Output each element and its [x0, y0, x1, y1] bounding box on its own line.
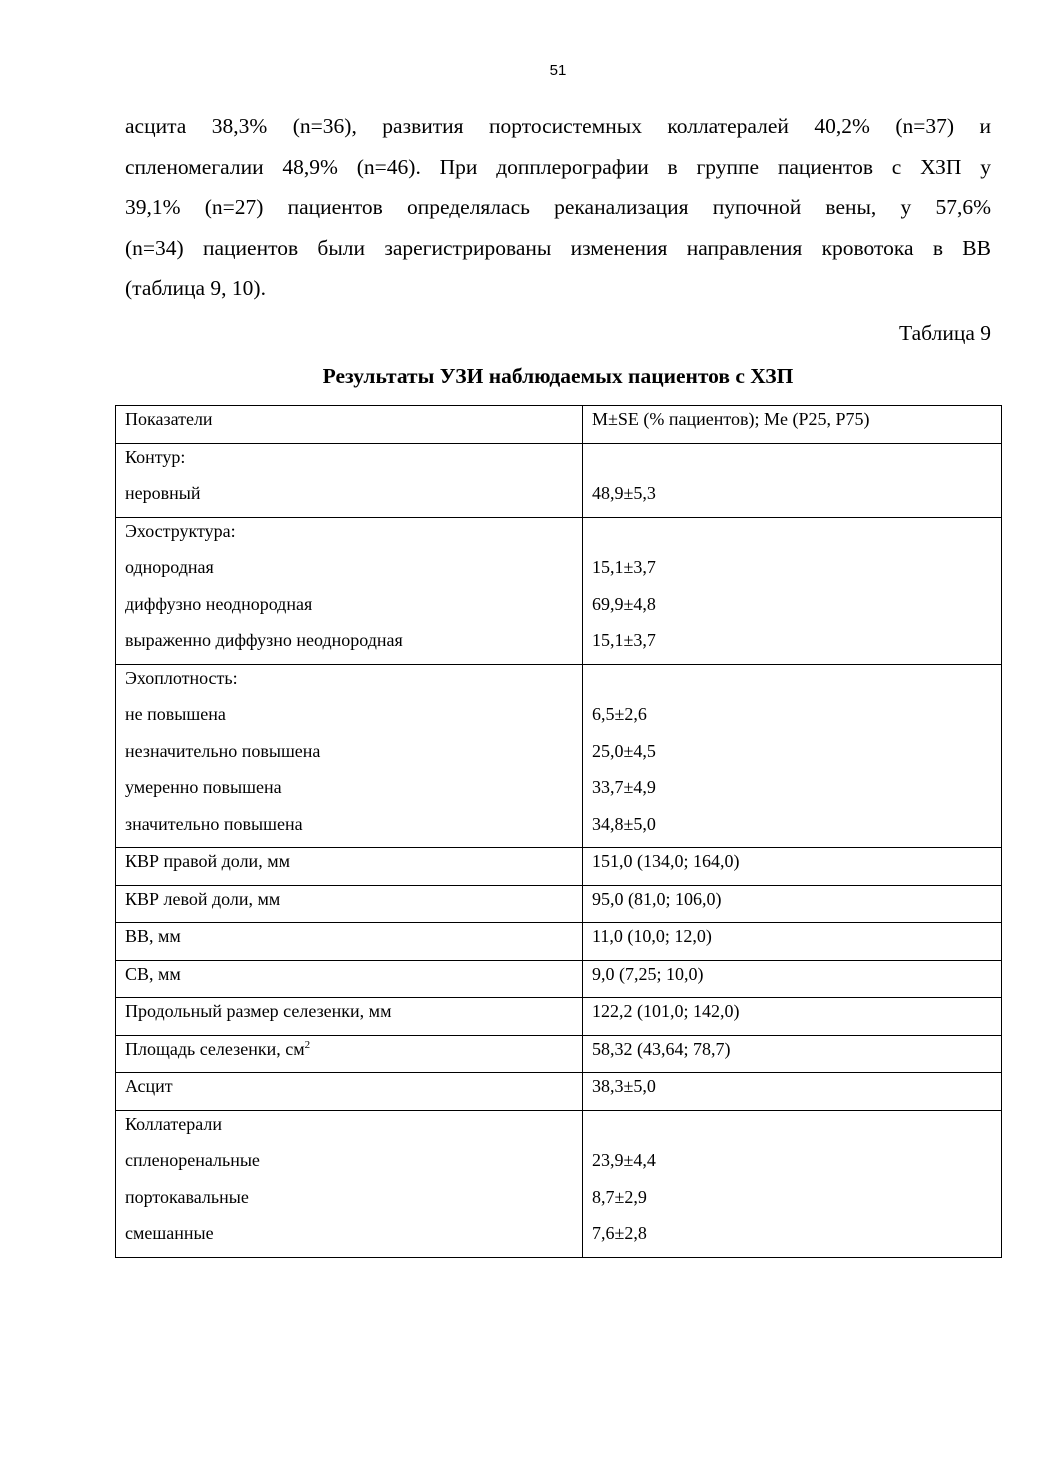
value-text: 151,0 (134,0; 164,0): [592, 851, 740, 871]
indicator-text: КВР правой доли, мм: [125, 851, 290, 871]
table-row: [116, 664, 1002, 848]
indicator-text: Эхоплотность:: [125, 667, 238, 688]
value-cell: [583, 960, 1002, 998]
value-text: 58,32 (43,64; 78,7): [592, 1038, 731, 1059]
value-cell: [583, 1073, 1002, 1111]
body-paragraph: [125, 106, 991, 309]
value-cell: [583, 923, 1002, 961]
indicator-text: Коллатерали: [125, 1113, 222, 1134]
indicator-text: Асцит: [125, 1076, 173, 1096]
indicator-text: выраженно диффузно неоднородная: [125, 630, 403, 650]
value-text: [592, 518, 992, 555]
indicator-cell: [116, 923, 583, 961]
table-label: Таблица 9: [899, 321, 991, 345]
value-text: 9,0 (7,25; 10,0): [592, 963, 704, 984]
value-text: 38,3±5,0: [592, 1076, 656, 1096]
value-cell: [583, 443, 1002, 517]
header-text: Показатели: [125, 409, 213, 429]
indicator-label: Площадь селезенки, см: [125, 1038, 305, 1059]
table-row: [116, 885, 1002, 923]
table-header-row: [116, 406, 1002, 444]
results-table: [115, 405, 1002, 1258]
indicator-cell: [116, 960, 583, 998]
value-cell: [583, 1035, 1002, 1073]
table-row: [116, 998, 1002, 1036]
header-cell-value: [583, 406, 1002, 444]
indicator-text: СВ, мм: [125, 963, 181, 984]
indicator-cell: [116, 1073, 583, 1111]
paragraph-line: спленомегалии 48,9% (n=46). При допплерографии в группе пациентов с ХЗП у: [125, 154, 991, 179]
value-cell: [583, 848, 1002, 886]
header-cell-indicator: [116, 406, 583, 444]
indicator-cell: [116, 998, 583, 1036]
indicator-text: Контур:: [125, 446, 186, 467]
value-text: 15,1±3,7: [592, 557, 656, 577]
indicator-cell: [116, 885, 583, 923]
value-text: [592, 665, 992, 702]
indicator-text: Эхоструктура:: [125, 520, 236, 541]
indicator-cell: [116, 1035, 583, 1073]
indicator-cell: [116, 848, 583, 886]
value-text: 8,7±2,9: [592, 1186, 647, 1207]
indicator-text: умеренно повышена: [125, 777, 282, 797]
indicator-text: значительно повышена: [125, 813, 303, 834]
page-number: 51: [549, 62, 567, 79]
value-cell: [583, 998, 1002, 1036]
indicator-text: портокавальные: [125, 1186, 249, 1207]
table-row: [116, 848, 1002, 886]
value-cell: [583, 885, 1002, 923]
value-cell: [583, 664, 1002, 848]
value-text: 7,6±2,8: [592, 1223, 647, 1243]
paragraph-line: 39,1% (n=27) пациентов определялась реканализация пупочной вены, у 57,6%: [125, 195, 991, 219]
value-text: 69,9±4,8: [592, 593, 656, 614]
indicator-text: КВР левой доли, мм: [125, 888, 281, 909]
value-cell: [583, 1110, 1002, 1257]
indicator-text: однородная: [125, 557, 214, 577]
indicator-text: диффузно неоднородная: [125, 593, 313, 614]
value-text: 15,1±3,7: [592, 630, 656, 650]
indicator-text: не повышена: [125, 704, 226, 724]
indicator-text: неровный: [125, 483, 201, 503]
value-text: 6,5±2,6: [592, 704, 647, 724]
indicator-text: Продольный размер селезенки, мм: [125, 1001, 392, 1021]
indicator-text: ВВ, мм: [125, 926, 181, 946]
paragraph-line: (n=34) пациентов были зарегистрированы изменения направления кровотока в ВВ: [125, 235, 991, 260]
value-text: 95,0 (81,0; 106,0): [592, 888, 722, 909]
superscript: 2: [304, 1038, 311, 1051]
value-text: [592, 444, 992, 481]
value-text: [592, 1111, 992, 1148]
indicator-cell: [116, 664, 583, 848]
indicator-text: [125, 1036, 573, 1073]
value-text: 11,0 (10,0; 12,0): [592, 926, 712, 946]
table-row: [116, 517, 1002, 664]
value-text: 33,7±4,9: [592, 777, 656, 797]
value-text: 34,8±5,0: [592, 813, 656, 834]
table-body: [116, 406, 1002, 1258]
table-title: Результаты УЗИ наблюдаемых пациентов с ХЗП: [322, 364, 794, 388]
value-text: 25,0±4,5: [592, 740, 656, 761]
paragraph-line: асцита 38,3% (n=36), развития портосистемных коллатералей 40,2% (n=37) и: [125, 114, 991, 138]
indicator-text: незначительно повышена: [125, 740, 321, 761]
indicator-text: смешанные: [125, 1223, 214, 1243]
indicator-cell: [116, 443, 583, 517]
paragraph-line: (таблица 9, 10).: [125, 276, 266, 300]
value-cell: [583, 517, 1002, 664]
table-row: [116, 1110, 1002, 1257]
value-text: 122,2 (101,0; 142,0): [592, 1001, 740, 1021]
header-text: M±SE (% пациентов); Me (P25, P75): [592, 409, 870, 429]
indicator-cell: [116, 517, 583, 664]
indicator-cell: [116, 1110, 583, 1257]
table-row: [116, 1073, 1002, 1111]
table-row: [116, 960, 1002, 998]
value-text: 48,9±5,3: [592, 483, 656, 503]
table-row: [116, 923, 1002, 961]
indicator-text: спленоренальные: [125, 1150, 260, 1170]
value-text: 23,9±4,4: [592, 1150, 656, 1170]
table-row: [116, 443, 1002, 517]
table-row: [116, 1035, 1002, 1073]
